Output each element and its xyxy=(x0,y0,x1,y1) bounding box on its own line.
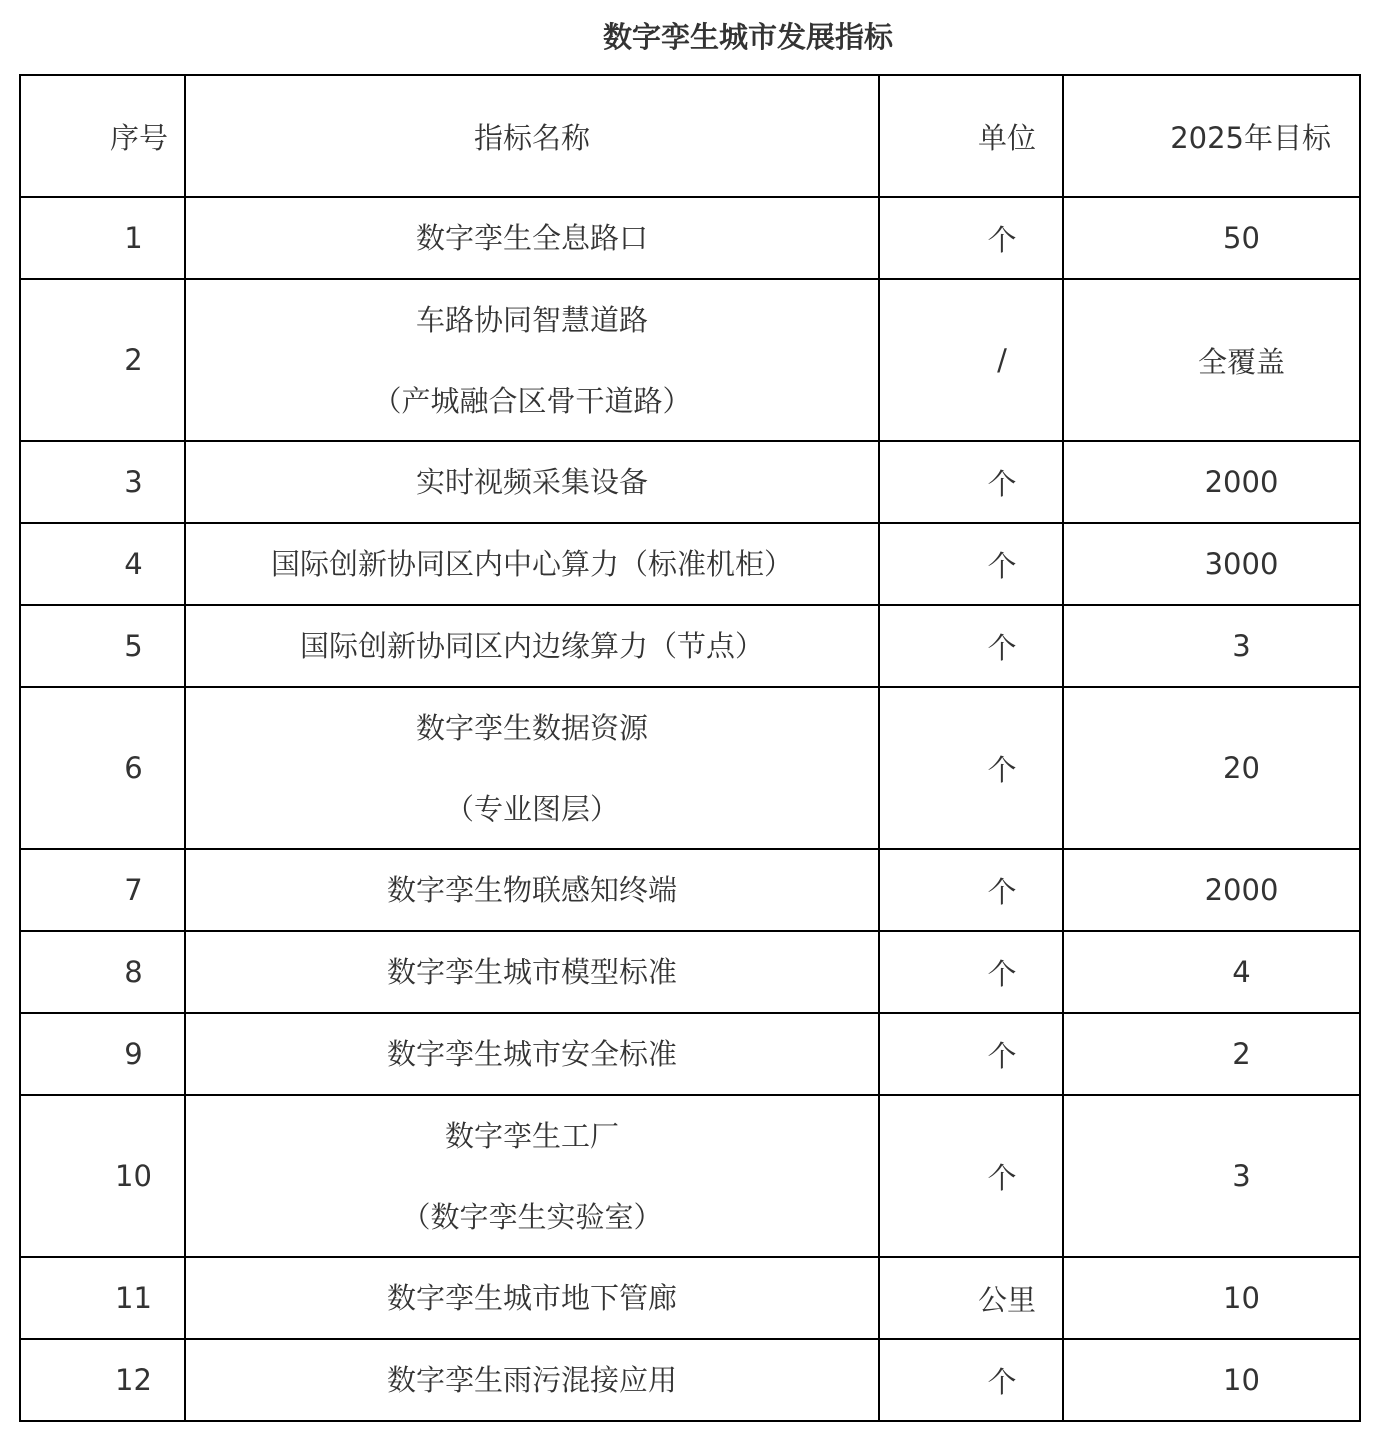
cell-name xyxy=(185,279,879,441)
cell-name-line: 数字孪生雨污混接应用 xyxy=(386,1363,677,1397)
cell-unit: 个 xyxy=(879,523,1063,605)
cell-seq: 9 xyxy=(20,1013,185,1095)
cell-target: 20 xyxy=(1063,687,1360,849)
cell-seq: 12 xyxy=(20,1339,185,1421)
table-row xyxy=(20,1339,1360,1421)
cell-target: 全覆盖 xyxy=(1063,279,1360,441)
cell-name xyxy=(185,1339,879,1421)
cell-seq: 7 xyxy=(20,849,185,931)
cell-unit: 个 xyxy=(879,931,1063,1013)
indicator-table xyxy=(19,74,1361,1422)
cell-seq: 11 xyxy=(20,1257,185,1339)
cell-seq: 2 xyxy=(20,279,185,441)
cell-name xyxy=(185,849,879,931)
cell-seq: 5 xyxy=(20,605,185,687)
cell-target: 3 xyxy=(1063,605,1360,687)
cell-target: 10 xyxy=(1063,1257,1360,1339)
cell-name xyxy=(185,1257,879,1339)
cell-target: 3000 xyxy=(1063,523,1360,605)
table-row xyxy=(20,523,1360,605)
cell-target: 2000 xyxy=(1063,441,1360,523)
cell-name-line: 数字孪生工厂 xyxy=(444,1118,619,1153)
cell-unit: / xyxy=(879,279,1063,441)
page-title: 数字孪生城市发展指标 xyxy=(602,20,893,54)
cell-target: 10 xyxy=(1063,1339,1360,1421)
cell-seq: 1 xyxy=(20,197,185,279)
cell-name-line: （专业图层） xyxy=(444,791,619,826)
header-target: 2025年目标 xyxy=(1063,75,1360,197)
cell-target: 4 xyxy=(1063,931,1360,1013)
header-unit: 单位 xyxy=(879,75,1063,197)
table-row xyxy=(20,197,1360,279)
cell-unit: 公里 xyxy=(879,1257,1063,1339)
cell-name xyxy=(185,605,879,687)
cell-name xyxy=(185,687,879,849)
cell-unit: 个 xyxy=(879,197,1063,279)
cell-name-line: 数字孪生数据资源 xyxy=(415,710,648,745)
cell-target: 2000 xyxy=(1063,849,1360,931)
cell-unit: 个 xyxy=(879,441,1063,523)
cell-unit: 个 xyxy=(879,1013,1063,1095)
cell-name xyxy=(185,1095,879,1257)
cell-seq: 10 xyxy=(20,1095,185,1257)
cell-name xyxy=(185,523,879,605)
cell-name-line: （产城融合区骨干道路） xyxy=(372,383,692,418)
table-row xyxy=(20,849,1360,931)
cell-target: 2 xyxy=(1063,1013,1360,1095)
cell-seq: 8 xyxy=(20,931,185,1013)
header-seq: 序号 xyxy=(20,75,185,197)
cell-name xyxy=(185,441,879,523)
cell-unit: 个 xyxy=(879,1339,1063,1421)
cell-name-line: （数字孪生实验室） xyxy=(401,1199,663,1234)
table-row xyxy=(20,1095,1360,1257)
table-row xyxy=(20,441,1360,523)
cell-name-line: 数字孪生全息路口 xyxy=(415,221,648,255)
cell-name xyxy=(185,1013,879,1095)
cell-name-line: 车路协同智慧道路 xyxy=(415,302,648,337)
table-row xyxy=(20,931,1360,1013)
table-header-row xyxy=(20,75,1360,197)
table-row xyxy=(20,605,1360,687)
cell-unit: 个 xyxy=(879,687,1063,849)
cell-target: 50 xyxy=(1063,197,1360,279)
cell-seq: 4 xyxy=(20,523,185,605)
cell-name-line: 数字孪生城市地下管廊 xyxy=(386,1281,677,1315)
cell-name-line: 数字孪生城市安全标准 xyxy=(386,1037,677,1071)
cell-name-line: 实时视频采集设备 xyxy=(415,465,648,499)
cell-name-line: 数字孪生城市模型标准 xyxy=(386,955,677,989)
cell-seq: 3 xyxy=(20,441,185,523)
cell-name-line: 数字孪生物联感知终端 xyxy=(386,873,677,907)
table-row xyxy=(20,279,1360,441)
table-row xyxy=(20,1257,1360,1339)
table-row xyxy=(20,687,1360,849)
cell-unit: 个 xyxy=(879,1095,1063,1257)
cell-name-line: 国际创新协同区内中心算力（标准机柜） xyxy=(270,547,793,581)
table-row xyxy=(20,1013,1360,1095)
cell-unit: 个 xyxy=(879,605,1063,687)
header-name: 指标名称 xyxy=(185,75,879,197)
cell-name xyxy=(185,931,879,1013)
cell-name xyxy=(185,197,879,279)
cell-seq: 6 xyxy=(20,687,185,849)
cell-target: 3 xyxy=(1063,1095,1360,1257)
cell-name-line: 国际创新协同区内边缘算力（节点） xyxy=(299,629,764,663)
cell-unit: 个 xyxy=(879,849,1063,931)
